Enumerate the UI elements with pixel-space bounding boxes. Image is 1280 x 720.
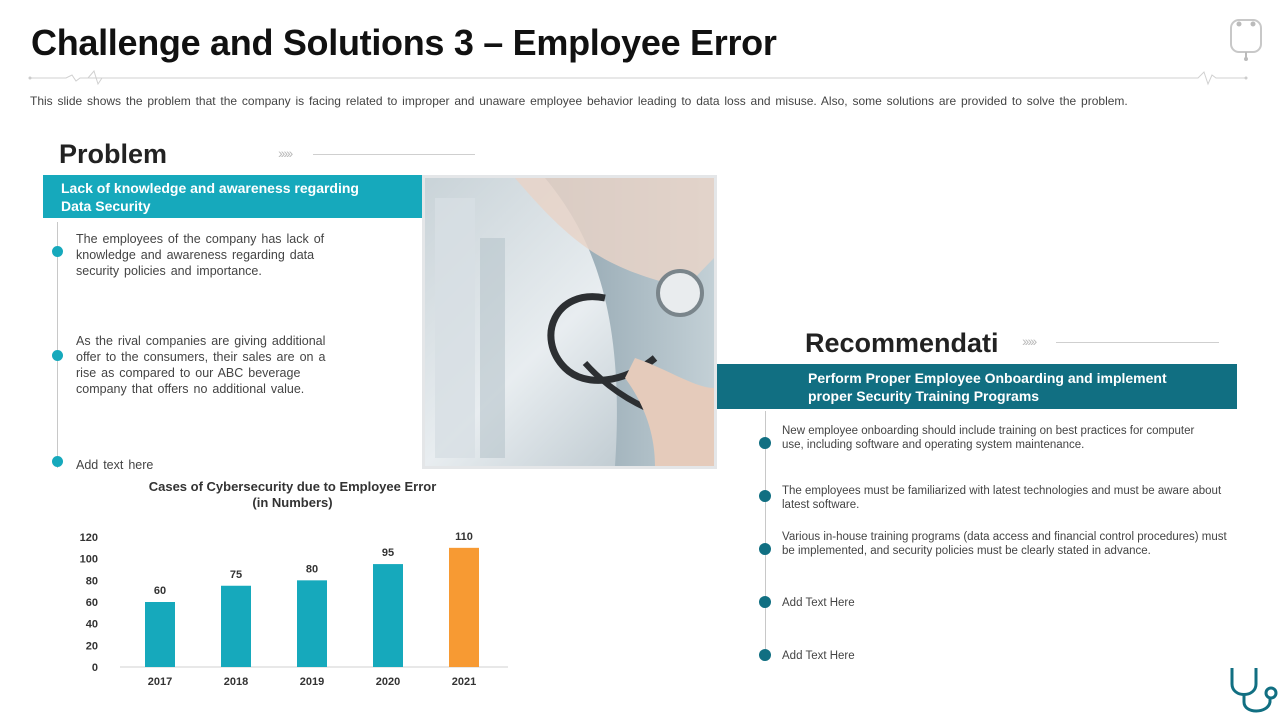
- y-tick-label: 20: [85, 640, 98, 653]
- bullet-dot: [52, 246, 63, 257]
- bullet-dot: [759, 437, 771, 449]
- data-label: 80: [305, 563, 319, 576]
- divider: [1056, 342, 1219, 343]
- bar: [297, 580, 327, 667]
- page-title: Challenge and Solutions 3 – Employee Error: [31, 22, 777, 63]
- bar: [373, 564, 403, 667]
- recommendation-point: Various in-house training programs (data access and financial control procedures) must be implemented, and security policies must be clearly stated in advance.: [782, 531, 1227, 557]
- bar-chart: [70, 524, 520, 694]
- x-tick-label: 2020: [375, 676, 401, 688]
- chart-title: Cases of Cybersecurity due to Employee Error (in Numbers): [148, 479, 437, 510]
- y-tick-label: 100: [79, 553, 98, 566]
- y-tick-label: 60: [85, 597, 98, 609]
- x-tick-label: 2018: [223, 676, 249, 688]
- page-subtitle: This slide shows the problem that the company is facing related to improper and unaware employee behavior leading to data loss and misuse. Also, some solutions are provided to solve the problem.: [30, 94, 1128, 108]
- problem-point: Add text here: [76, 458, 154, 472]
- x-tick-label: 2019: [299, 676, 325, 688]
- recommendation-point: Add Text Here: [782, 597, 855, 609]
- problem-timeline: [57, 222, 58, 468]
- bullet-dot: [759, 649, 771, 661]
- recommendation-heading: Recommendati: [805, 328, 999, 358]
- recommendation-band: [717, 364, 1237, 409]
- y-tick-label: 80: [85, 575, 98, 588]
- bar: [449, 548, 479, 667]
- recommendation-point: Add Text Here: [782, 650, 855, 662]
- recommendation-point: New employee onboarding should include training on best practices for computer use, including software and operating system maintenance.: [782, 425, 1195, 451]
- chevron-arrows-icon: ›››››: [1022, 333, 1036, 349]
- y-tick-label: 0: [91, 662, 98, 674]
- bullet-dot: [52, 456, 63, 467]
- recommendation-point: The employees must be familiarized with latest technologies and must be aware about latest software.: [782, 485, 1222, 511]
- stethoscope-photo: [422, 175, 717, 469]
- data-label: 75: [229, 568, 243, 581]
- recommendation-band-text: Perform Proper Employee Onboarding and implement proper Security Training Programs: [808, 370, 1167, 404]
- y-tick-label: 120: [79, 532, 98, 544]
- bullet-dot: [759, 596, 771, 608]
- data-label: 110: [455, 530, 473, 543]
- data-label: 95: [381, 547, 395, 560]
- chevron-arrows-icon: ›››››: [278, 145, 292, 161]
- bullet-dot: [759, 543, 771, 555]
- problem-band: [43, 175, 423, 218]
- bullet-dot: [52, 350, 63, 361]
- bullet-dot: [759, 490, 771, 502]
- y-tick-label: 40: [85, 618, 98, 631]
- divider: [313, 154, 475, 155]
- problem-point: As the rival companies are giving additional offer to the consumers, their sales are on a rise as compared to our ABC beverage company that offers no additional value.: [76, 334, 326, 396]
- bar: [145, 602, 175, 667]
- stethoscope-head-icon: [1228, 18, 1264, 62]
- x-tick-label: 2021: [451, 676, 477, 688]
- bar: [221, 586, 251, 667]
- x-tick-label: 2017: [147, 676, 173, 688]
- problem-band-text: Lack of knowledge and awareness regarding Data Security: [61, 180, 359, 214]
- heartbeat-line-icon: [28, 62, 1250, 94]
- data-label: 60: [153, 585, 167, 597]
- stethoscope-photo-art: [425, 178, 714, 466]
- problem-point: The employees of the company has lack of knowledge and awareness regarding data security policies and importance.: [76, 232, 325, 278]
- problem-heading: Problem: [59, 139, 168, 169]
- stethoscope-icon: [1226, 664, 1280, 716]
